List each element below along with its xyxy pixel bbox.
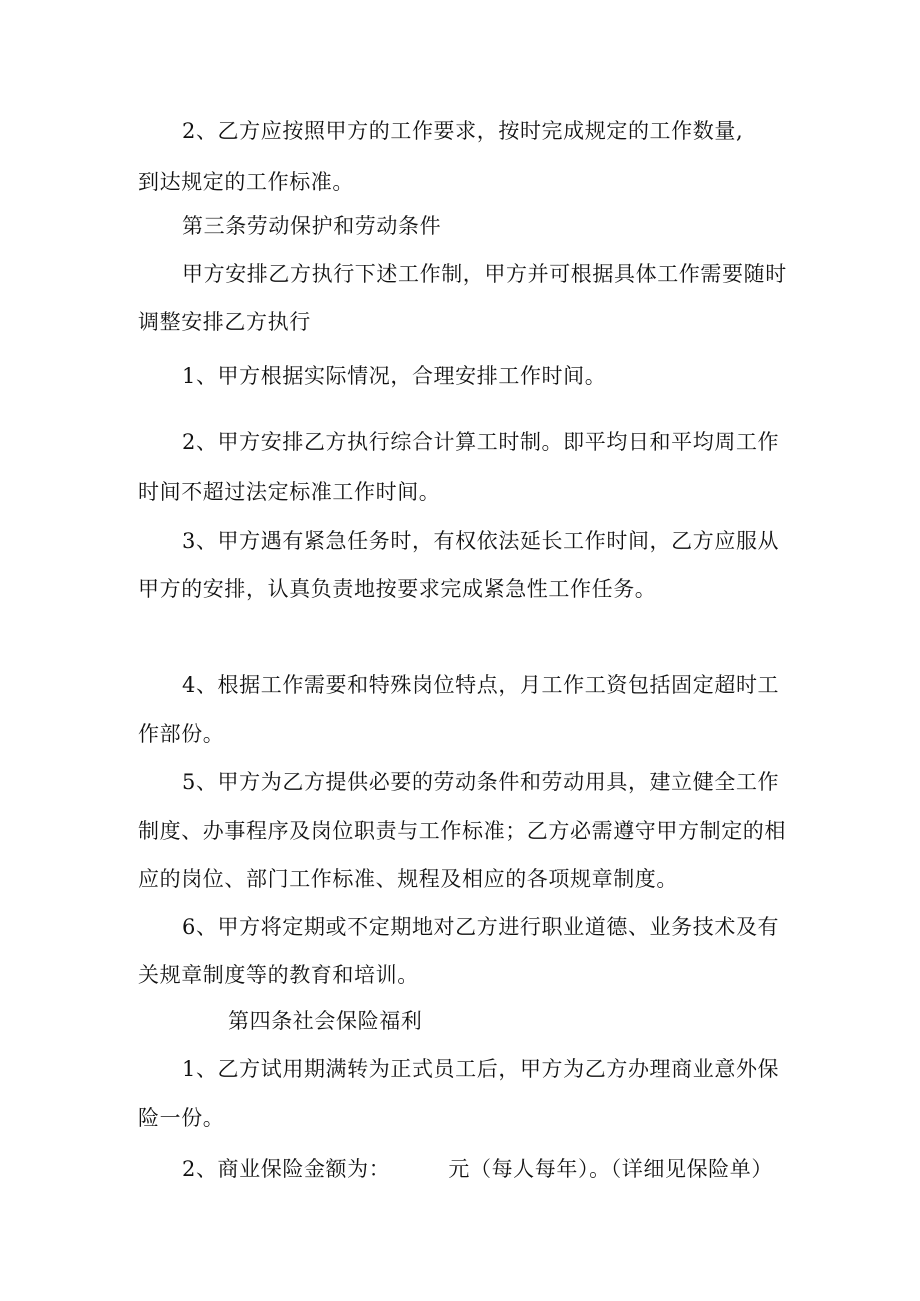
section-heading: 第四条社会保险福利	[228, 1009, 423, 1033]
paragraph-line: 时间不超过法定标准工作时间。	[138, 480, 441, 504]
paragraph-line: 4、根据工作需要和特殊岗位特点，月工作工资包括固定超时工	[182, 673, 780, 697]
paragraph-line: 应的岗位、部门工作标准、规程及相应的各项规章制度。	[138, 867, 678, 891]
paragraph-line: 6、甲方将定期或不定期地对乙方进行职业道德、业务技术及有	[182, 915, 780, 939]
paragraph-line: 3、甲方遇有紧急任务时，有权依法延长工作时间，乙方应服从	[182, 529, 780, 553]
paragraph-line: 险一份。	[138, 1106, 225, 1130]
paragraph-line: 关规章制度等的教育和培训。	[138, 963, 419, 987]
paragraph-line: 到达规定的工作标准。	[138, 170, 354, 194]
paragraph-line: 作部份。	[138, 722, 225, 746]
section-heading: 第三条劳动保护和劳动条件	[182, 214, 442, 238]
insurance-amount-prefix: 2、商业保险金额为：	[182, 1157, 391, 1181]
paragraph-line	[182, 1154, 832, 1184]
paragraph-line: 2、乙方应按照甲方的工作要求，按时完成规定的工作数量,	[182, 119, 744, 143]
paragraph-line: 调整安排乙方执行	[138, 310, 311, 334]
paragraph-line: 1、乙方试用期满转为正式员工后，甲方为乙方办理商业意外保	[182, 1057, 780, 1081]
paragraph-line: 5、甲方为乙方提供必要的劳动条件和劳动用具，建立健全工作	[182, 770, 780, 794]
paragraph-line: 1、甲方根据实际情况，合理安排工作时间。	[182, 364, 607, 388]
paragraph-line: 制度、办事程序及岗位职责与工作标准；乙方必需遵守甲方制定的相	[138, 819, 786, 843]
paragraph-line: 甲方安排乙方执行下述工作制，甲方并可根据具体工作需要随时	[182, 262, 787, 286]
paragraph-line: 2、甲方安排乙方执行综合计算工时制。即平均日和平均周工作	[182, 430, 780, 454]
insurance-amount-suffix: 元（每人每年）。（详细见保险单）	[448, 1157, 773, 1181]
paragraph-line: 甲方的安排，认真负责地按要求完成紧急性工作任务。	[138, 577, 657, 601]
